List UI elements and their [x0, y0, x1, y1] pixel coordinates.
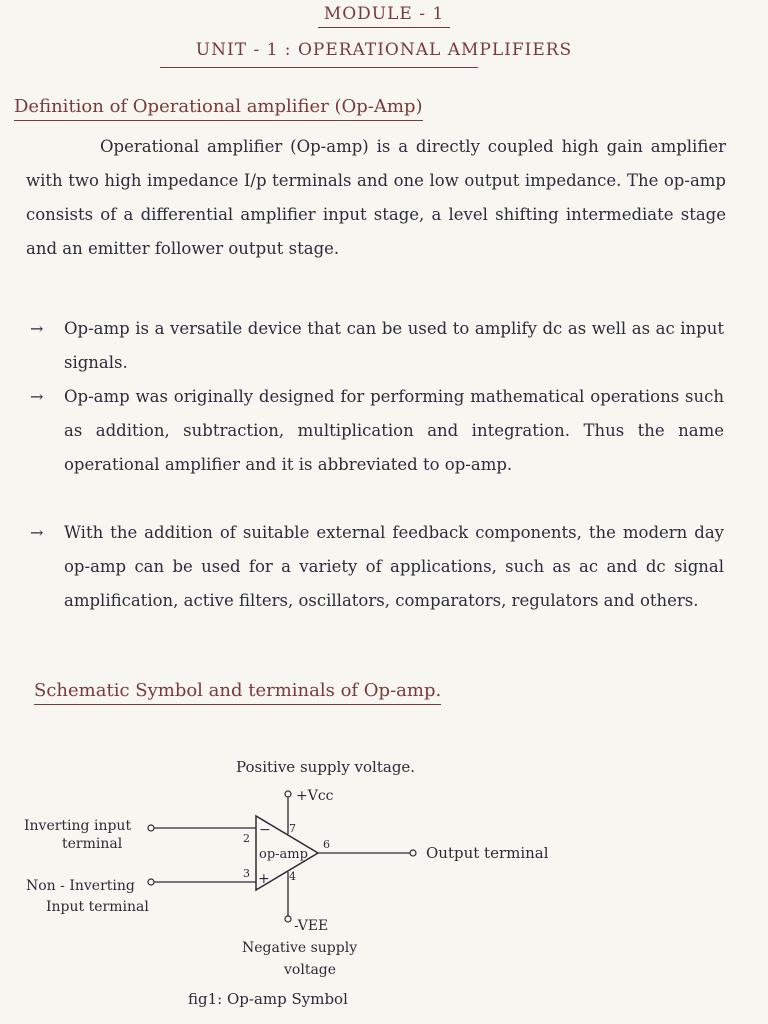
non-inverting-label-line1: Non - Inverting: [26, 878, 135, 894]
definition-heading-underline: [14, 120, 423, 121]
pin-2-label: 2: [243, 832, 250, 845]
vee-label: -VEE: [294, 918, 329, 934]
op-amp-schematic-diagram: [0, 704, 768, 1024]
output-terminal-icon: [410, 850, 416, 856]
bullet-arrow-icon: →: [30, 319, 44, 338]
pin-6-label: 6: [323, 838, 330, 851]
inverting-terminal-icon: [148, 825, 154, 831]
definition-heading: Definition of Operational amplifier (Op-Amp): [14, 96, 423, 117]
figure-caption: fig1: Op-amp Symbol: [188, 990, 348, 1008]
module-title: MODULE - 1: [0, 4, 768, 28]
output-label: Output terminal: [426, 844, 549, 862]
positive-supply-label: Positive supply voltage.: [236, 758, 416, 776]
bullet-arrow-icon: →: [30, 523, 44, 542]
inverting-label-line1: Inverting input: [24, 818, 132, 834]
pin-7-label: 7: [289, 822, 296, 835]
pin-4-label: 4: [289, 870, 296, 883]
pin-3-label: 3: [243, 867, 250, 880]
op-amp-box-label: op-amp: [259, 847, 308, 862]
negative-supply-line1: Negative supply: [242, 940, 358, 956]
vcc-terminal-icon: [285, 791, 291, 797]
plus-sign: +: [258, 871, 270, 887]
unit-title: UNIT - 1 : OPERATIONAL AMPLIFIERS: [195, 40, 573, 60]
vcc-label: +Vcc: [296, 788, 334, 804]
negative-supply-line2: voltage: [284, 962, 337, 978]
schematic-heading: Schematic Symbol and terminals of Op-amp.: [34, 680, 441, 701]
minus-sign: −: [259, 822, 271, 838]
definition-paragraph: Operational amplifier (Op-amp) is a directly coupled high gain amplifier with two high impedance I/p terminals and one low output impedance. The op-amp consists of a differential amplifier input stage, a level shifting intermediate stage and an emitter follower output stage.: [26, 137, 726, 258]
bullet-item: With the addition of suitable external feedback components, the modern day op-amp can be used for a variety of applications, such as ac and dc signal amplification, active filters, oscillators, comparators, regulators and others.: [64, 523, 724, 610]
bullet-arrow-icon: →: [30, 387, 44, 406]
non-inverting-terminal-icon: [148, 879, 154, 885]
bullet-item: Op-amp is a versatile device that can be used to amplify dc as well as ac input signals.: [64, 319, 724, 372]
vee-terminal-icon: [285, 916, 291, 922]
non-inverting-label-line2: Input terminal: [46, 899, 149, 915]
unit-title-underline: [160, 67, 478, 68]
inverting-label-line2: terminal: [62, 836, 123, 852]
bullet-item: Op-amp was originally designed for performing mathematical operations such as addition, subtraction, multiplication and integration. Thus the name operational amplifier and it is abbreviated to op-amp.: [64, 387, 724, 474]
